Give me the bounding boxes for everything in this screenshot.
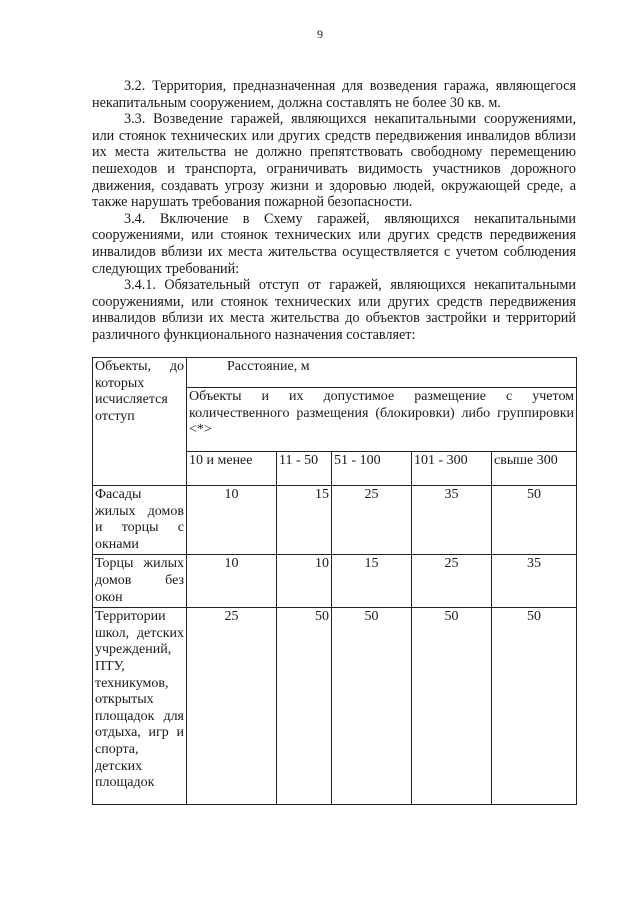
table-row [93,555,577,608]
paragraph-3-3: 3.3. Возведение гаражей, являющихся некапитальными сооружениями, или стоянок технических или других средств передвижения инвалидов вблизи их места жительства не должно препятствовать свободному перемещению пешеходов и транспорта, ограничивать видимость участников дорожного движения, создавать угрозу жизни и здоровью людей, окружающей среде, а также нарушать требования пожарной безопасности. [92,111,576,211]
value-cell: 50 [492,608,577,805]
table-row [93,486,577,555]
value-cell: 25 [187,608,277,805]
range-cell: 11 - 50 [277,452,332,486]
value-cell: 10 [187,486,277,555]
value-cell: 50 [492,486,577,555]
value-cell: 25 [412,555,492,608]
value-cell: 15 [332,555,412,608]
paragraph-3-2: 3.2. Территория, предназначенная для возведения гаража, являющегося некапитальным сооружением, должна составлять не более 30 кв. м. [92,78,576,111]
range-cell: 51 - 100 [332,452,412,486]
header-objects: Объекты, до которых исчисляется отступ [93,358,187,486]
distance-table [92,357,577,805]
header-distance: Расстояние, м [187,358,577,388]
value-cell: 15 [277,486,332,555]
value-cell: 50 [332,608,412,805]
value-cell: 35 [492,555,577,608]
value-cell: 50 [412,608,492,805]
value-cell: 25 [332,486,412,555]
page-number: 9 [317,27,323,41]
table-row [93,608,577,805]
value-cell: 10 [277,555,332,608]
range-cell: 101 - 300 [412,452,492,486]
row-label: Территории школ, детских учреждений, ПТУ, техникумов, открытых площадок для отдыха, игр и спорта, детских площадок [93,608,187,805]
paragraph-3-4-1: 3.4.1. Обязательный отступ от гаражей, являющихся некапитальными сооружениями, или стоянок технических или других средств передвижения инвалидов вблизи их места жительства до объектов застройки и территорий различного функционального назначения составляет: [92,277,576,343]
range-cell: 10 и менее [187,452,277,486]
value-cell: 10 [187,555,277,608]
paragraph-3-4: 3.4. Включение в Схему гаражей, являющихся некапитальными сооружениями, или стоянок технических или других средств передвижения инвалидов вблизи их места жительства осуществляется с учетом соблюдения следующих требований: [92,210,576,277]
range-cell: свыше 300 [492,452,577,486]
header-description: Объекты и их допустимое размещение с учетом количественного размещения (блокировки) либо группировки <*> [187,388,577,452]
body-text [92,78,576,344]
row-label: Торцы жилых домов без окон [93,555,187,608]
value-cell: 35 [412,486,492,555]
row-label: Фасады жилых домов и торцы с окнами [93,486,187,555]
value-cell: 50 [277,608,332,805]
